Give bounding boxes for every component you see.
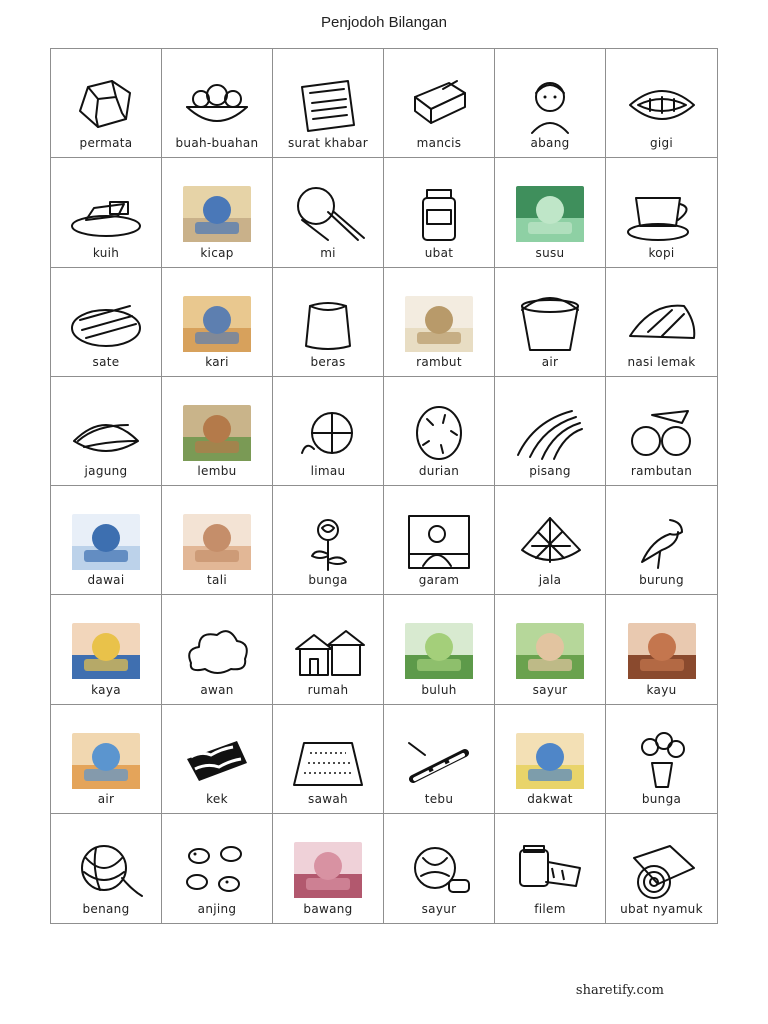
grid-cell <box>162 268 273 377</box>
grid-cell <box>495 377 606 486</box>
mosquito-coil-icon <box>622 838 702 902</box>
coffee-cup-icon <box>622 182 702 246</box>
item-label: rambut <box>416 354 462 369</box>
jam-jar-icon <box>66 619 146 683</box>
cake-slice-icon <box>177 729 257 793</box>
item-label: anjing <box>197 902 237 916</box>
grid-cell <box>162 595 273 704</box>
item-label: rambutan <box>630 464 693 478</box>
item-label: kek <box>206 791 228 806</box>
glass-of-milk-icon <box>510 182 590 246</box>
grid-cell <box>495 705 606 814</box>
item-label: sayur <box>532 682 568 697</box>
grid-cell <box>162 158 273 267</box>
grid-cell <box>51 158 162 267</box>
grid-cell <box>606 814 717 923</box>
item-label: kayu <box>646 682 677 697</box>
item-label: beras <box>310 354 346 369</box>
grid-cell <box>51 377 162 486</box>
item-label: tebu <box>424 791 454 806</box>
grid-cell <box>273 595 384 704</box>
item-label: mancis <box>416 136 462 151</box>
grid-cell <box>606 158 717 267</box>
grid-cell <box>384 158 495 267</box>
item-label: garam <box>418 573 460 588</box>
cloud-icon <box>177 619 257 683</box>
item-label: dawai <box>87 573 125 588</box>
grid-cell <box>495 49 606 158</box>
boy-drinking-icon <box>66 729 146 793</box>
hair-strand-icon <box>399 292 479 356</box>
item-label: kari <box>205 354 229 369</box>
item-label: filem <box>534 902 566 916</box>
grid-cell <box>162 49 273 158</box>
item-label: bawang <box>303 902 353 916</box>
item-label: buluh <box>421 682 457 697</box>
dogs-icon <box>177 838 257 902</box>
vegetable-bunch-icon <box>510 619 590 683</box>
teeth-icon <box>622 73 702 137</box>
grid-cell <box>162 814 273 923</box>
houses-icon <box>288 619 368 683</box>
item-label: sawah <box>308 791 348 806</box>
grid-cell <box>51 814 162 923</box>
grid-cell <box>495 486 606 595</box>
item-label: jagung <box>84 464 128 478</box>
grid-cell <box>495 595 606 704</box>
satay-plate-icon <box>66 292 146 356</box>
item-label: mi <box>320 245 336 260</box>
grid-cell <box>606 595 717 704</box>
boy-eating-icon <box>177 182 257 246</box>
item-label: pisang <box>529 464 571 478</box>
item-label: bunga <box>308 573 348 588</box>
noodle-bowl-icon <box>288 182 368 246</box>
grid-cell <box>51 268 162 377</box>
rope-hands-icon <box>177 510 257 574</box>
woman-cooking-icon <box>399 510 479 574</box>
paddy-field-icon <box>288 729 368 793</box>
flower-vase-icon <box>622 729 702 793</box>
page-title: Penjodoh Bilangan <box>321 14 447 31</box>
grid-cell <box>384 814 495 923</box>
water-bucket-icon <box>510 292 590 356</box>
cattle-icon <box>177 401 257 465</box>
item-label: abang <box>530 136 570 151</box>
newspaper-icon <box>288 73 368 137</box>
rice-sack-icon <box>288 292 368 356</box>
grid-cell <box>495 814 606 923</box>
item-label: kaya <box>91 682 121 697</box>
cake-plate-icon <box>66 182 146 246</box>
onion-icon <box>288 838 368 902</box>
grid-cell <box>273 814 384 923</box>
boy-icon <box>510 73 590 137</box>
girl-ink-icon <box>510 729 590 793</box>
gem-icon <box>66 73 146 137</box>
item-label: susu <box>535 245 565 260</box>
rambutan-icon <box>622 401 702 465</box>
grid-cell <box>384 486 495 595</box>
grid-cell <box>162 377 273 486</box>
bird-icon <box>622 510 702 574</box>
grid-cell <box>384 595 495 704</box>
grid-cell <box>384 268 495 377</box>
item-label: burung <box>639 573 684 588</box>
item-label: kopi <box>648 245 675 260</box>
grid-cell <box>606 486 717 595</box>
grid-cell <box>495 158 606 267</box>
fruit-basket-icon <box>177 73 257 137</box>
grid-cell <box>273 49 384 158</box>
item-label: ubat nyamuk <box>620 902 703 916</box>
item-label: jala <box>538 573 562 588</box>
grid-cell <box>384 705 495 814</box>
item-label: durian <box>418 464 460 478</box>
grid-cell <box>273 486 384 595</box>
grid-cell <box>51 49 162 158</box>
grid-cell <box>606 268 717 377</box>
yarn-ball-icon <box>66 838 146 902</box>
picture-grid <box>50 48 718 924</box>
item-label: gigi <box>649 136 674 151</box>
grid-cell <box>273 377 384 486</box>
sugarcane-icon <box>399 729 479 793</box>
bamboo-icon <box>399 619 479 683</box>
item-label: rumah <box>307 682 349 697</box>
grid-cell <box>51 595 162 704</box>
grid-cell <box>495 268 606 377</box>
durian-icon <box>399 401 479 465</box>
grid-cell <box>273 268 384 377</box>
item-label: awan <box>200 682 234 697</box>
banana-icon <box>510 401 590 465</box>
item-label: lembu <box>197 464 237 478</box>
item-label: benang <box>82 902 130 916</box>
film-roll-icon <box>510 838 590 902</box>
grid-cell <box>162 705 273 814</box>
grid-cell <box>273 158 384 267</box>
item-label: nasi lemak <box>627 354 696 369</box>
item-label: buah-buahan <box>175 136 259 151</box>
item-label: kicap <box>200 245 234 260</box>
footer-watermark: sharetify.com <box>575 983 664 998</box>
item-label: dakwat <box>527 791 573 806</box>
item-label: air <box>97 791 115 806</box>
rose-icon <box>288 510 368 574</box>
cabbage-icon <box>399 838 479 902</box>
corn-icon <box>66 401 146 465</box>
curry-pot-icon <box>177 292 257 356</box>
fishing-net-icon <box>510 510 590 574</box>
medicine-bottle-icon <box>399 182 479 246</box>
grid-cell <box>51 486 162 595</box>
item-label: bunga <box>641 791 682 806</box>
grid-cell <box>606 377 717 486</box>
firewood-icon <box>622 619 702 683</box>
wire-coil-icon <box>66 510 146 574</box>
item-label: tali <box>207 573 227 588</box>
item-label: surat khabar <box>287 136 369 151</box>
orange-icon <box>288 401 368 465</box>
grid-cell <box>606 705 717 814</box>
grid-cell <box>273 705 384 814</box>
item-label: sayur <box>421 902 457 916</box>
item-label: sate <box>92 354 120 369</box>
grid-cell <box>384 377 495 486</box>
grid-cell <box>51 705 162 814</box>
item-label: permata <box>79 136 133 151</box>
item-label: ubat <box>424 245 454 260</box>
grid-cell <box>162 486 273 595</box>
grid-cell <box>606 49 717 158</box>
item-label: limau <box>310 464 346 478</box>
item-label: air <box>541 354 559 369</box>
item-label: kuih <box>92 245 120 260</box>
grid-cell <box>384 49 495 158</box>
rice-packet-icon <box>622 292 702 356</box>
matchbox-icon <box>399 73 479 137</box>
